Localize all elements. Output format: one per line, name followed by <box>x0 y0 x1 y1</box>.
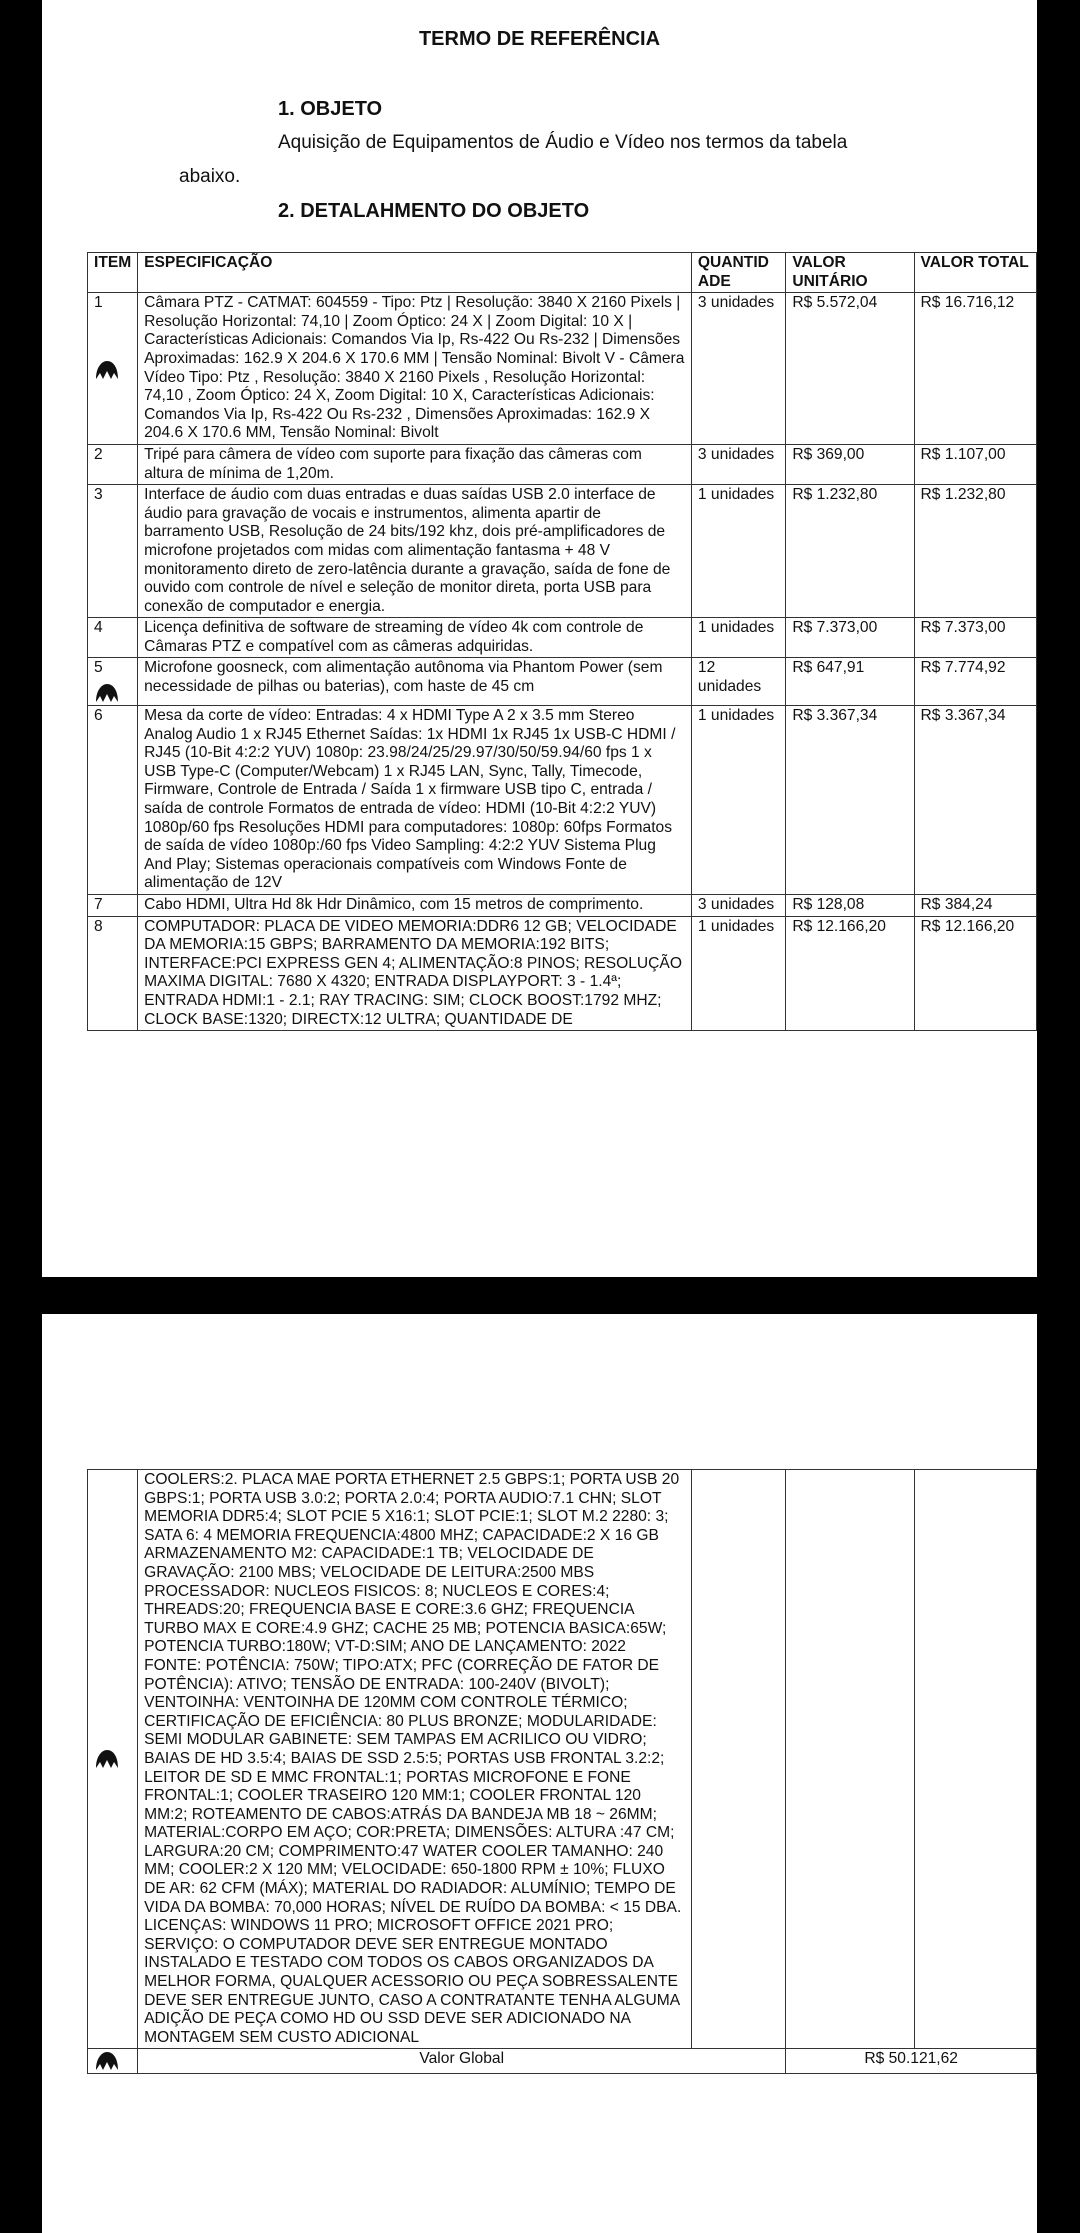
total-label: Valor Global <box>138 2049 786 2074</box>
equipment-table-continued <box>87 1469 1037 2074</box>
row-total-value: R$ 3.367,34 <box>914 706 1036 895</box>
row-unit-value: R$ 369,00 <box>786 444 914 484</box>
row-spec-continued: COOLERS:2. PLACA MAE PORTA ETHERNET 2.5 GBPS:1; PORTA USB 20 GBPS:1; PORTA USB 3.0:2; PORTA 2.0:4; PORTA AUDIO:7.1 CHN; SLOT MEMORIA DDR5:4; SLOT PCIE 5 X16:1; SLOT PCIE:1; SLOT M.2 2280: 3; SATA 6: 4 MEMORIA FREQUENCIA:4800 MHZ; CAPACIDADE:2 X 16 GB ARMAZENAMENTO M2: CAPACIDADE:1 TB; VELOCIDADE DE GRAVAÇÃO: 2100 MBS; VELOCIDADE DE LEITURA:2500 MBS PROCESSADOR: NUCLEOS FISICOS: 8; NUCLEOS E CORES:4; THREADS:20; FREQUENCIA BASE E CORE:3.6 GHZ; FREQUENCIA TURBO MAX E CORE:4.9 GHZ; CACHE 25 MB; POTENCIA BASICA:65W; POTENCIA TURBO:180W; VT-D:SIM; ANO DE LANÇAMENTO: 2022 FONTE: POTÊNCIA: 750W; TIPO:ATX; PFC (CORREÇÃO DE FATOR DE POTÊNCIA): ATIVO; TENSÃO DE ENTRADA: 100-240V (BIVOLT); VENTOINHA: VENTOINHA DE 120MM COM CONTROLE TÉRMICO; CERTIFICAÇÃO DE EFICIÊNCIA: 80 PLUS BRONZE; MODULARIDADE: SEMI MODULAR GABINETE: SEM TAMPAS EM ACRILICO OU VIDRO; BAIAS DE HD 3.5:4; BAIAS DE SSD 2.5:5; PORTAS USB FRONTAL 3.2:2; LEITOR DE SD E MMC FRONTAL:1; PORTAS MICROFONE E FONE FRONTAL:1; COOLER TRASEIRO 120 MM:1; COOLER FRONTAL 120 MM:2; ROTEAMENTO DE CABOS:ATRÁS DA BANDEJA MB 18 ~ 26MM; MATERIAL:CORPO EM AÇO; COR:PRETA; DIMENSÕES: ALTURA :47 CM; LARGURA:20 CM; COMPRIMENTO:47 WATER COOLER TAMANHO: 240 MM; COOLER:2 X 120 MM; VELOCIDADE: 650-1800 RPM ± 10%; FLUXO DE AR: 62 CFM (MÁX); MATERIAL DO RADIADOR: ALUMÍNIO; TEMPO DE VIDA DA BOMBA: 70,000 HORAS; NÍVEL DE RUÍDO DA BOMBA: < 15 DBA. LICENÇAS: WINDOWS 11 PRO; MICROSOFT OFFICE 2021 PRO; SERVIÇO: O COMPUTADOR DEVE SER ENTREGUE MONTADO INSTALADO E TESTADO COM TODOS OS CABOS ORGANIZADOS DA MELHOR FORMA, QUALQUER ACESSORIO OU PEÇA SOBRESSALENTE DEVE SER ENTREGUE JUNTO, CASO A CONTRATANTE TENHA ALGUMA ADIÇÃO DE PEÇA COMO HD OU SSD DEVE SER ADICIONADO NA MONTAGEM SEM CUSTO ADICIONAL <box>138 1470 692 2049</box>
row-item-cell <box>88 1470 138 2049</box>
table-row <box>88 485 1037 618</box>
row-spec: Cabo HDMI, Ultra Hd 8k Hdr Dinâmico, com 15 metros de comprimento. <box>138 895 692 917</box>
row-spec: Câmara PTZ - CATMAT: 604559 - Tipo: Ptz | Resolução: 3840 X 2160 Pixels | Resolução Horizontal: 74,10 | Zoom Óptico: 24 X | Zoom Digital: 10 X | Características Adicionais: Comandos Via Ip, Rs-422 Ou Rs-232 | Dimensões Aproximadas: 162.9 X 204.6 X 170.6 MM | Tensão Nominal: Bivolt V - Câmera Vídeo Tipo: Ptz , Resolução: 3840 X 2160 Pixels , Resolução Horizontal: 74,10 , Zoom Óptico: 24 X, Zoom Digital: 10 X, Características Adicionais: Comandos Via Ip, Rs-422 Ou Rs-232 , Dimensões Aproximadas: 162.9 X 204.6 X 170.6 MM, Tensão Nominal: Bivolt <box>138 293 692 445</box>
row-unit-value: R$ 128,08 <box>786 895 914 917</box>
row-unit-empty <box>786 1470 914 2049</box>
row-spec: Mesa da corte de vídeo: Entradas: 4 x HDMI Type A 2 x 3.5 mm Stereo Analog Audio 1 x RJ45 Ethernet Saídas: 1x HDMI 1x RJ45 1x USB-C HDMI / RJ45 (10-Bit 4:2:2 YUV) 1080p: 23.98/24/25/29.97/30/50/59.94/60 fps 1 x USB Type-C (Computer/Webcam) 1 x RJ45 LAN, Sync, Tally, Timecode, Firmware, Controle de Entrada / Saída 1 x firmware USB tipo C, entrada / saída de controle Formatos de entrada de vídeo: HDMI (10-Bit 4:2:2 YUV) 1080p/60 fps Resoluções HDMI para computadores: 1080p: 60fps Formatos de saída de vídeo 1080p:/60 fps Video Sampling: 4:2:2 YUV Sistema Plug And Play; Sistemas operacionais compatíveis com Windows Fonte de alimentação de 12V <box>138 706 692 895</box>
row-unit-value: R$ 647,91 <box>786 658 914 706</box>
row-item-cell <box>88 658 138 706</box>
total-value: R$ 50.121,62 <box>786 2049 1037 2074</box>
row-item-number: 2 <box>88 444 138 484</box>
table-row <box>88 706 1037 895</box>
row-qty: 12 unidades <box>691 658 785 706</box>
stamp-mark-icon <box>94 1748 120 1770</box>
row-item-number: 3 <box>88 485 138 618</box>
document-page-1 <box>42 0 1037 1277</box>
total-row-mark-cell <box>88 2049 138 2074</box>
header-unit: VALOR UNITÁRIO <box>786 253 914 293</box>
row-item-cell <box>88 293 138 445</box>
row-total-value: R$ 7.373,00 <box>914 618 1036 658</box>
row-unit-value: R$ 5.572,04 <box>786 293 914 445</box>
row-total-value: R$ 1.107,00 <box>914 444 1036 484</box>
table-header-row <box>88 253 1037 293</box>
row-spec: Microfone goosneck, com alimentação autônoma via Phantom Power (sem necessidade de pilhas ou baterias), com haste de 45 cm <box>138 658 692 706</box>
header-qty: QUANTIDADE <box>691 253 785 293</box>
row-spec: Interface de áudio com duas entradas e duas saídas USB 2.0 interface de áudio para gravação de vocais e instrumentos, alimenta apartir de barramento USB, Resolução de 24 bits/192 khz, dois pré-amplificadores de microfone projetados com midas com alimentação fantasma + 48 V monitoramento direto de zero-latência durante a gravação, saída de fone de ouvido com controle de nível e seleção de monitor direta, porta USB para conexão de computador e energia. <box>138 485 692 618</box>
table-row-continued <box>88 1470 1037 2049</box>
document-title: TERMO DE REFERÊNCIA <box>418 28 661 50</box>
row-total-value: R$ 7.774,92 <box>914 658 1036 706</box>
row-unit-value: R$ 7.373,00 <box>786 618 914 658</box>
row-qty: 3 unidades <box>691 293 785 445</box>
stamp-mark-icon <box>94 2050 120 2072</box>
row-unit-value: R$ 12.166,20 <box>786 916 914 1031</box>
row-spec: COMPUTADOR: PLACA DE VIDEO MEMORIA:DDR6 12 GB; VELOCIDADE DA MEMORIA:15 GBPS; BARRAMENTO DA MEMORIA:192 BITS; INTERFACE:PCI EXPRESS GEN 4; ALIMENTAÇÃO:8 PINOS; RESOLUÇÃO MAXIMA DIGITAL: 7680 X 4320; ENTRADA DISPLAYPORT: 3 - 1.4ª; ENTRADA HDMI:1 - 2.1; RAY TRACING: SIM; CLOCK BOOST:1792 MHZ; CLOCK BASE:1320; DIRECTX:12 ULTRA; QUANTIDADE DE <box>138 916 692 1031</box>
row-item-number: 6 <box>88 706 138 895</box>
row-qty: 1 unidades <box>691 916 785 1031</box>
section-1-heading: 1. OBJETO <box>278 98 383 120</box>
row-item-number: 7 <box>88 895 138 917</box>
header-spec: ESPECIFICAÇÃO <box>138 253 692 293</box>
row-qty: 3 unidades <box>691 895 785 917</box>
row-qty: 3 unidades <box>691 444 785 484</box>
row-qty-empty <box>691 1470 785 2049</box>
section-2-heading: 2. DETALAHMENTO DO OBJETO <box>278 200 590 222</box>
row-total-value: R$ 12.166,20 <box>914 916 1036 1031</box>
table-row <box>88 444 1037 484</box>
table-row <box>88 293 1037 445</box>
row-unit-value: R$ 3.367,34 <box>786 706 914 895</box>
table-row <box>88 916 1037 1031</box>
section-1-text: Aquisição de Equipamentos de Áudio e Vídeo nos termos da tabela <box>278 132 848 153</box>
row-unit-value: R$ 1.232,80 <box>786 485 914 618</box>
table-row <box>88 895 1037 917</box>
equipment-table <box>87 252 1037 1031</box>
stamp-mark-icon <box>94 682 120 704</box>
row-total-value: R$ 1.232,80 <box>914 485 1036 618</box>
row-qty: 1 unidades <box>691 618 785 658</box>
row-spec: Tripé para câmera de vídeo com suporte para fixação das câmeras com altura de mínima de 1,20m. <box>138 444 692 484</box>
total-row <box>88 2049 1037 2074</box>
header-item: ITEM <box>88 253 138 293</box>
document-page-2 <box>42 1314 1037 2233</box>
row-qty: 1 unidades <box>691 485 785 618</box>
header-total: VALOR TOTAL <box>914 253 1036 293</box>
row-item-number: 4 <box>88 618 138 658</box>
row-qty: 1 unidades <box>691 706 785 895</box>
row-total-empty <box>914 1470 1036 2049</box>
table-row <box>88 618 1037 658</box>
row-item-number: 1 <box>94 294 103 312</box>
row-spec: Licença definitiva de software de streaming de vídeo 4k com controle de Câmaras PTZ e compatível com as câmeras adquiridas. <box>138 618 692 658</box>
section-1-text-continued: abaixo. <box>179 166 241 187</box>
row-total-value: R$ 16.716,12 <box>914 293 1036 445</box>
row-item-number: 5 <box>94 659 103 677</box>
stamp-mark-icon <box>94 359 120 381</box>
row-total-value: R$ 384,24 <box>914 895 1036 917</box>
table-row <box>88 658 1037 706</box>
row-item-number: 8 <box>88 916 138 1031</box>
